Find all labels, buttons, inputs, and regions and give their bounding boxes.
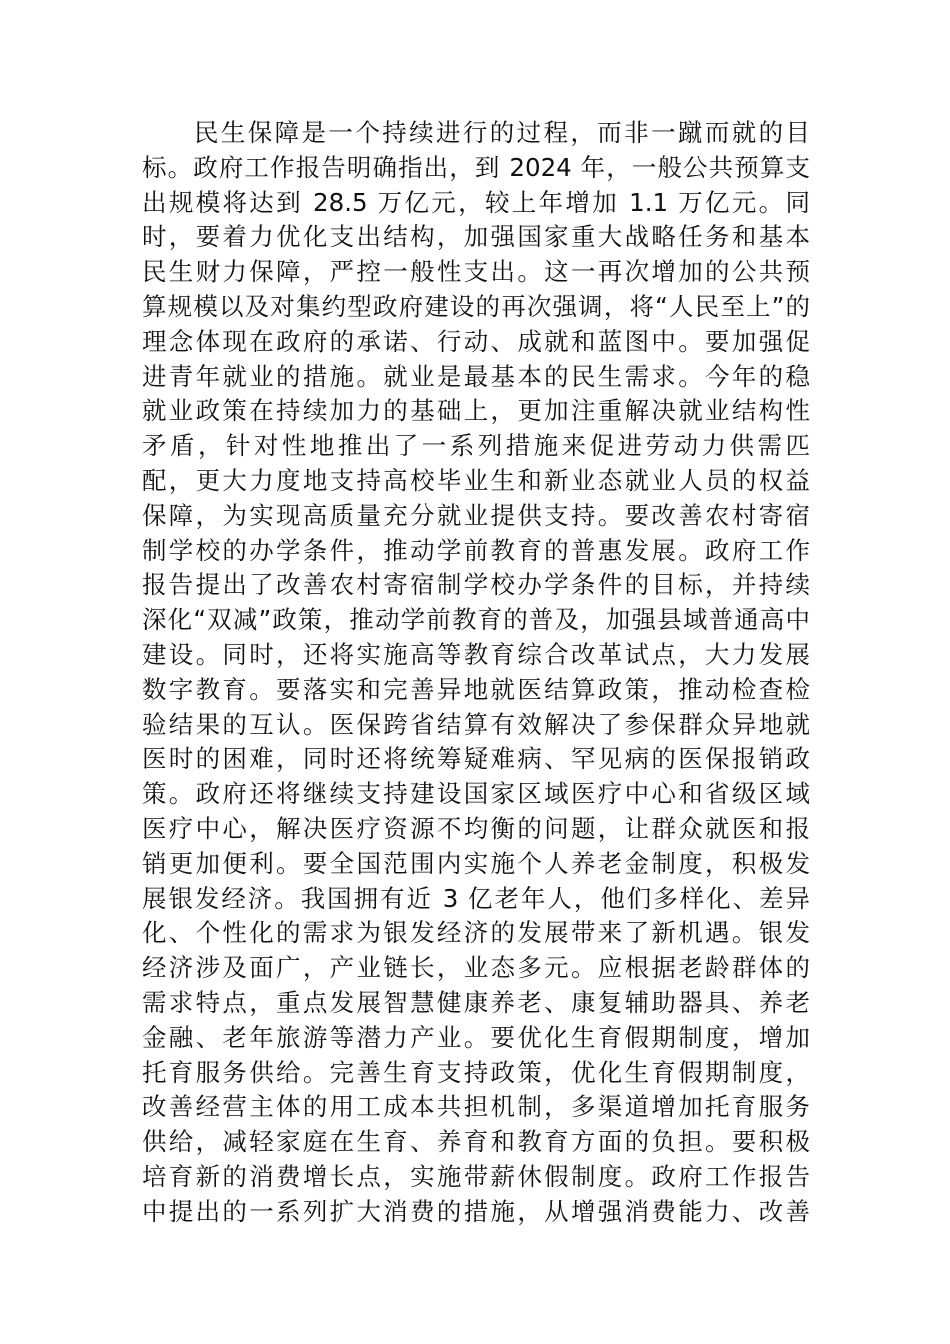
text-line: 时，要着力优化支出结构，加强国家重大战略任务和基本 — [142, 222, 810, 252]
text-line: 数字教育。要落实和完善异地就医结算政策，推动检查检 — [142, 674, 810, 704]
text-line: 化、个性化的需求为银发经济的发展带来了新机遇。银发 — [142, 918, 810, 948]
text-line: 医疗中心，解决医疗资源不均衡的问题，让群众就医和报 — [142, 813, 810, 843]
text-line: 矛盾，针对性地推出了一系列措施来促进劳动力供需匹 — [142, 431, 810, 461]
text-line: 建设。同时，还将实施高等教育综合改革试点，大力发展 — [142, 639, 810, 669]
text-line: 改善经营主体的用工成本共担机制，多渠道增加托育服务 — [142, 1092, 810, 1122]
text-line: 出规模将达到 28.5 万亿元，较上年增加 1.1 万亿元。同 — [142, 187, 810, 217]
text-line: 验结果的互认。医保跨省结算有效解决了参保群众异地就 — [142, 709, 810, 739]
text-line: 理念体现在政府的承诺、行动、成就和蓝图中。要加强促 — [142, 326, 810, 356]
text-line: 深化“双减”政策，推动学前教育的普及，加强县域普通高中 — [142, 605, 810, 635]
text-line: 医时的困难，同时还将统筹疑难病、罕见病的医保报销政 — [142, 744, 810, 774]
text-line: 报告提出了改善农村寄宿制学校办学条件的目标，并持续 — [142, 570, 810, 600]
text-line: 经济涉及面广，产业链长，业态多元。应根据老龄群体的 — [142, 953, 810, 983]
text-line: 配，更大力度地支持高校毕业生和新业态就业人员的权益 — [142, 465, 810, 495]
text-line: 中提出的一系列扩大消费的措施，从增强消费能力、改善 — [142, 1196, 810, 1226]
text-line: 制学校的办学条件，推动学前教育的普惠发展。政府工作 — [142, 535, 810, 565]
text-line: 需求特点，重点发展智慧健康养老、康复辅助器具、养老 — [142, 987, 810, 1017]
text-line: 标。政府工作报告明确指出，到 2024 年，一般公共预算支 — [142, 152, 810, 182]
text-line: 托育服务供给。完善生育支持政策，优化生育假期制度， — [142, 1057, 810, 1087]
body-paragraph — [142, 116, 810, 1230]
text-line: 展银发经济。我国拥有近 3 亿老年人，他们多样化、差异 — [142, 883, 810, 913]
text-line: 供给，减轻家庭在生育、养育和教育方面的负担。要积极 — [142, 1127, 810, 1157]
text-line: 就业政策在持续加力的基础上，更加注重解决就业结构性 — [142, 396, 810, 426]
text-line: 民生保障是一个持续进行的过程，而非一蹴而就的目 — [194, 118, 810, 147]
text-line: 算规模以及对集约型政府建设的再次强调，将“人民至上”的 — [142, 291, 810, 321]
text-line: 保障，为实现高质量充分就业提供支持。要改善农村寄宿 — [142, 500, 810, 530]
text-line: 金融、老年旅游等潜力产业。要优化生育假期制度，增加 — [142, 1022, 810, 1052]
text-line: 策。政府还将继续支持建设国家区域医疗中心和省级区域 — [142, 779, 810, 809]
text-line: 民生财力保障，严控一般性支出。这一再次增加的公共预 — [142, 257, 810, 287]
text-line: 销更加便利。要全国范围内实施个人养老金制度，积极发 — [142, 848, 810, 878]
text-line: 进青年就业的措施。就业是最基本的民生需求。今年的稳 — [142, 361, 810, 391]
text-line: 培育新的消费增长点，实施带薪休假制度。政府工作报告 — [142, 1161, 810, 1191]
